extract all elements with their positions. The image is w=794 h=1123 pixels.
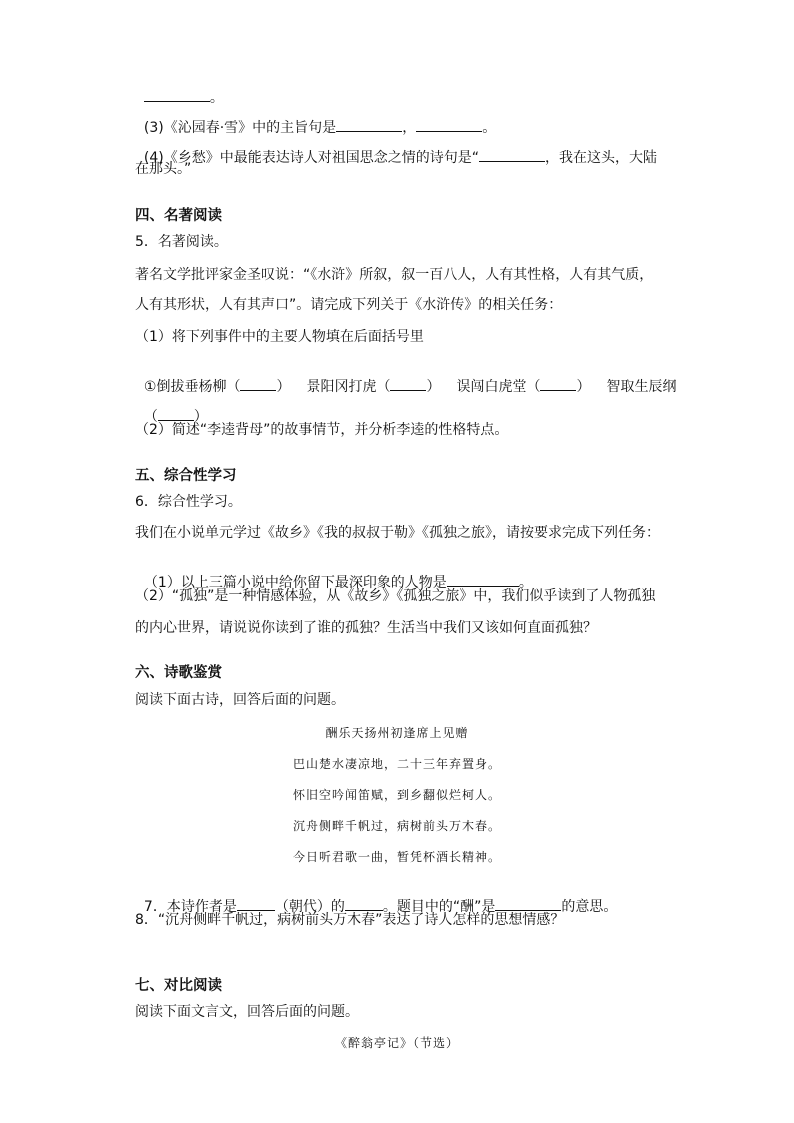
section-title-4: 四、名著阅读 [135,208,222,224]
question-6-number: 6．综合性学习。 [135,494,242,510]
answer-blank[interactable] [447,573,519,587]
answer-blank[interactable] [240,377,276,391]
poem-line: 巴山楚水凄凉地，二十三年弃置身。 [292,757,501,771]
prev-answer-line: 。 [135,70,224,107]
question-6-task-2b: 的内心世界，请说说你读到了谁的孤独？生活当中我们又该如何直面孤独？ [135,620,597,636]
question-5-events-cont: （ ） [143,409,208,425]
poem-line: 怀旧空吟闻笛赋，到乡翻似烂柯人。 [292,788,501,802]
question-7: 7．本诗作者是 （朝代）的 。题目中的“酬”是 的意思。 [143,899,618,915]
answer-blank[interactable] [390,377,426,391]
prose-intro: 阅读下面文言文，回答后面的问题。 [135,1004,359,1020]
question-4: (4)《乡愁》中最能表达诗人对祖国思念之情的诗句是“ ，我在这头，大陆 [143,150,657,166]
question-5-para-1: 著名文学批评家金圣叹说：“《水浒》所叙，叙一百八人，人有其性格，人有其气质， [135,267,654,283]
question-6-task-2a: （2）“孤独”是一种情感体验，从《故乡》《孤独之旅》中，我们似乎读到了人物孤独 [135,588,656,604]
question-6-para-1: 我们在小说单元学过《故乡》《我的叔叔于勒》《孤独之旅》，请按要求完成下列任务： [135,525,660,541]
answer-blank[interactable] [495,897,561,911]
section-title-6: 六、诗歌鉴赏 [135,665,222,681]
question-5-para-2: 人有其形状，人有其声口”。请完成下列关于《水浒传》的相关任务： [135,297,563,313]
prose-title: 《醉翁亭记》（节选） [334,1036,459,1050]
answer-blank[interactable] [479,148,545,162]
poem-intro: 阅读下面古诗，回答后面的问题。 [135,692,345,708]
question-8: 8．“沉舟侧畔千帆过，病树前头万木春”表达了诗人怎样的思想情感？ [135,912,565,928]
section-title-7: 七、对比阅读 [135,978,222,994]
answer-blank[interactable] [540,377,576,391]
question-5-task-1: （1）将下列事件中的主要人物填在后面括号里 [135,329,424,345]
question-3: (3)《沁园春·雪》中的主旨句是 ， 。 [143,120,497,136]
answer-blank[interactable] [345,897,383,911]
question-5-task-2: （2）简述“李逵背母”的故事情节，并分析李逵的性格特点。 [135,422,509,438]
question-5-number: 5．名著阅读。 [135,234,228,250]
answer-blank[interactable] [158,407,194,421]
question-5-events: ①倒拔垂杨柳（ ） 景阳冈打虎（ ） 误闯白虎堂（ ） 智取生辰纲 [143,379,677,395]
question-4-cont: 在那头。” [135,161,192,177]
answer-blank[interactable] [237,897,275,911]
poem-title: 酬乐天扬州初逢席上见赠 [325,726,469,740]
poem-line: 沉舟侧畔千帆过，病树前头万木春。 [292,819,501,833]
poem-line: 今日听君歌一曲，暂凭杯酒长精神。 [292,850,501,864]
question-6-task-1: （1）以上三篇小说中给你留下最深印象的人物是 。 [143,575,533,591]
section-title-5: 五、综合性学习 [135,468,237,484]
